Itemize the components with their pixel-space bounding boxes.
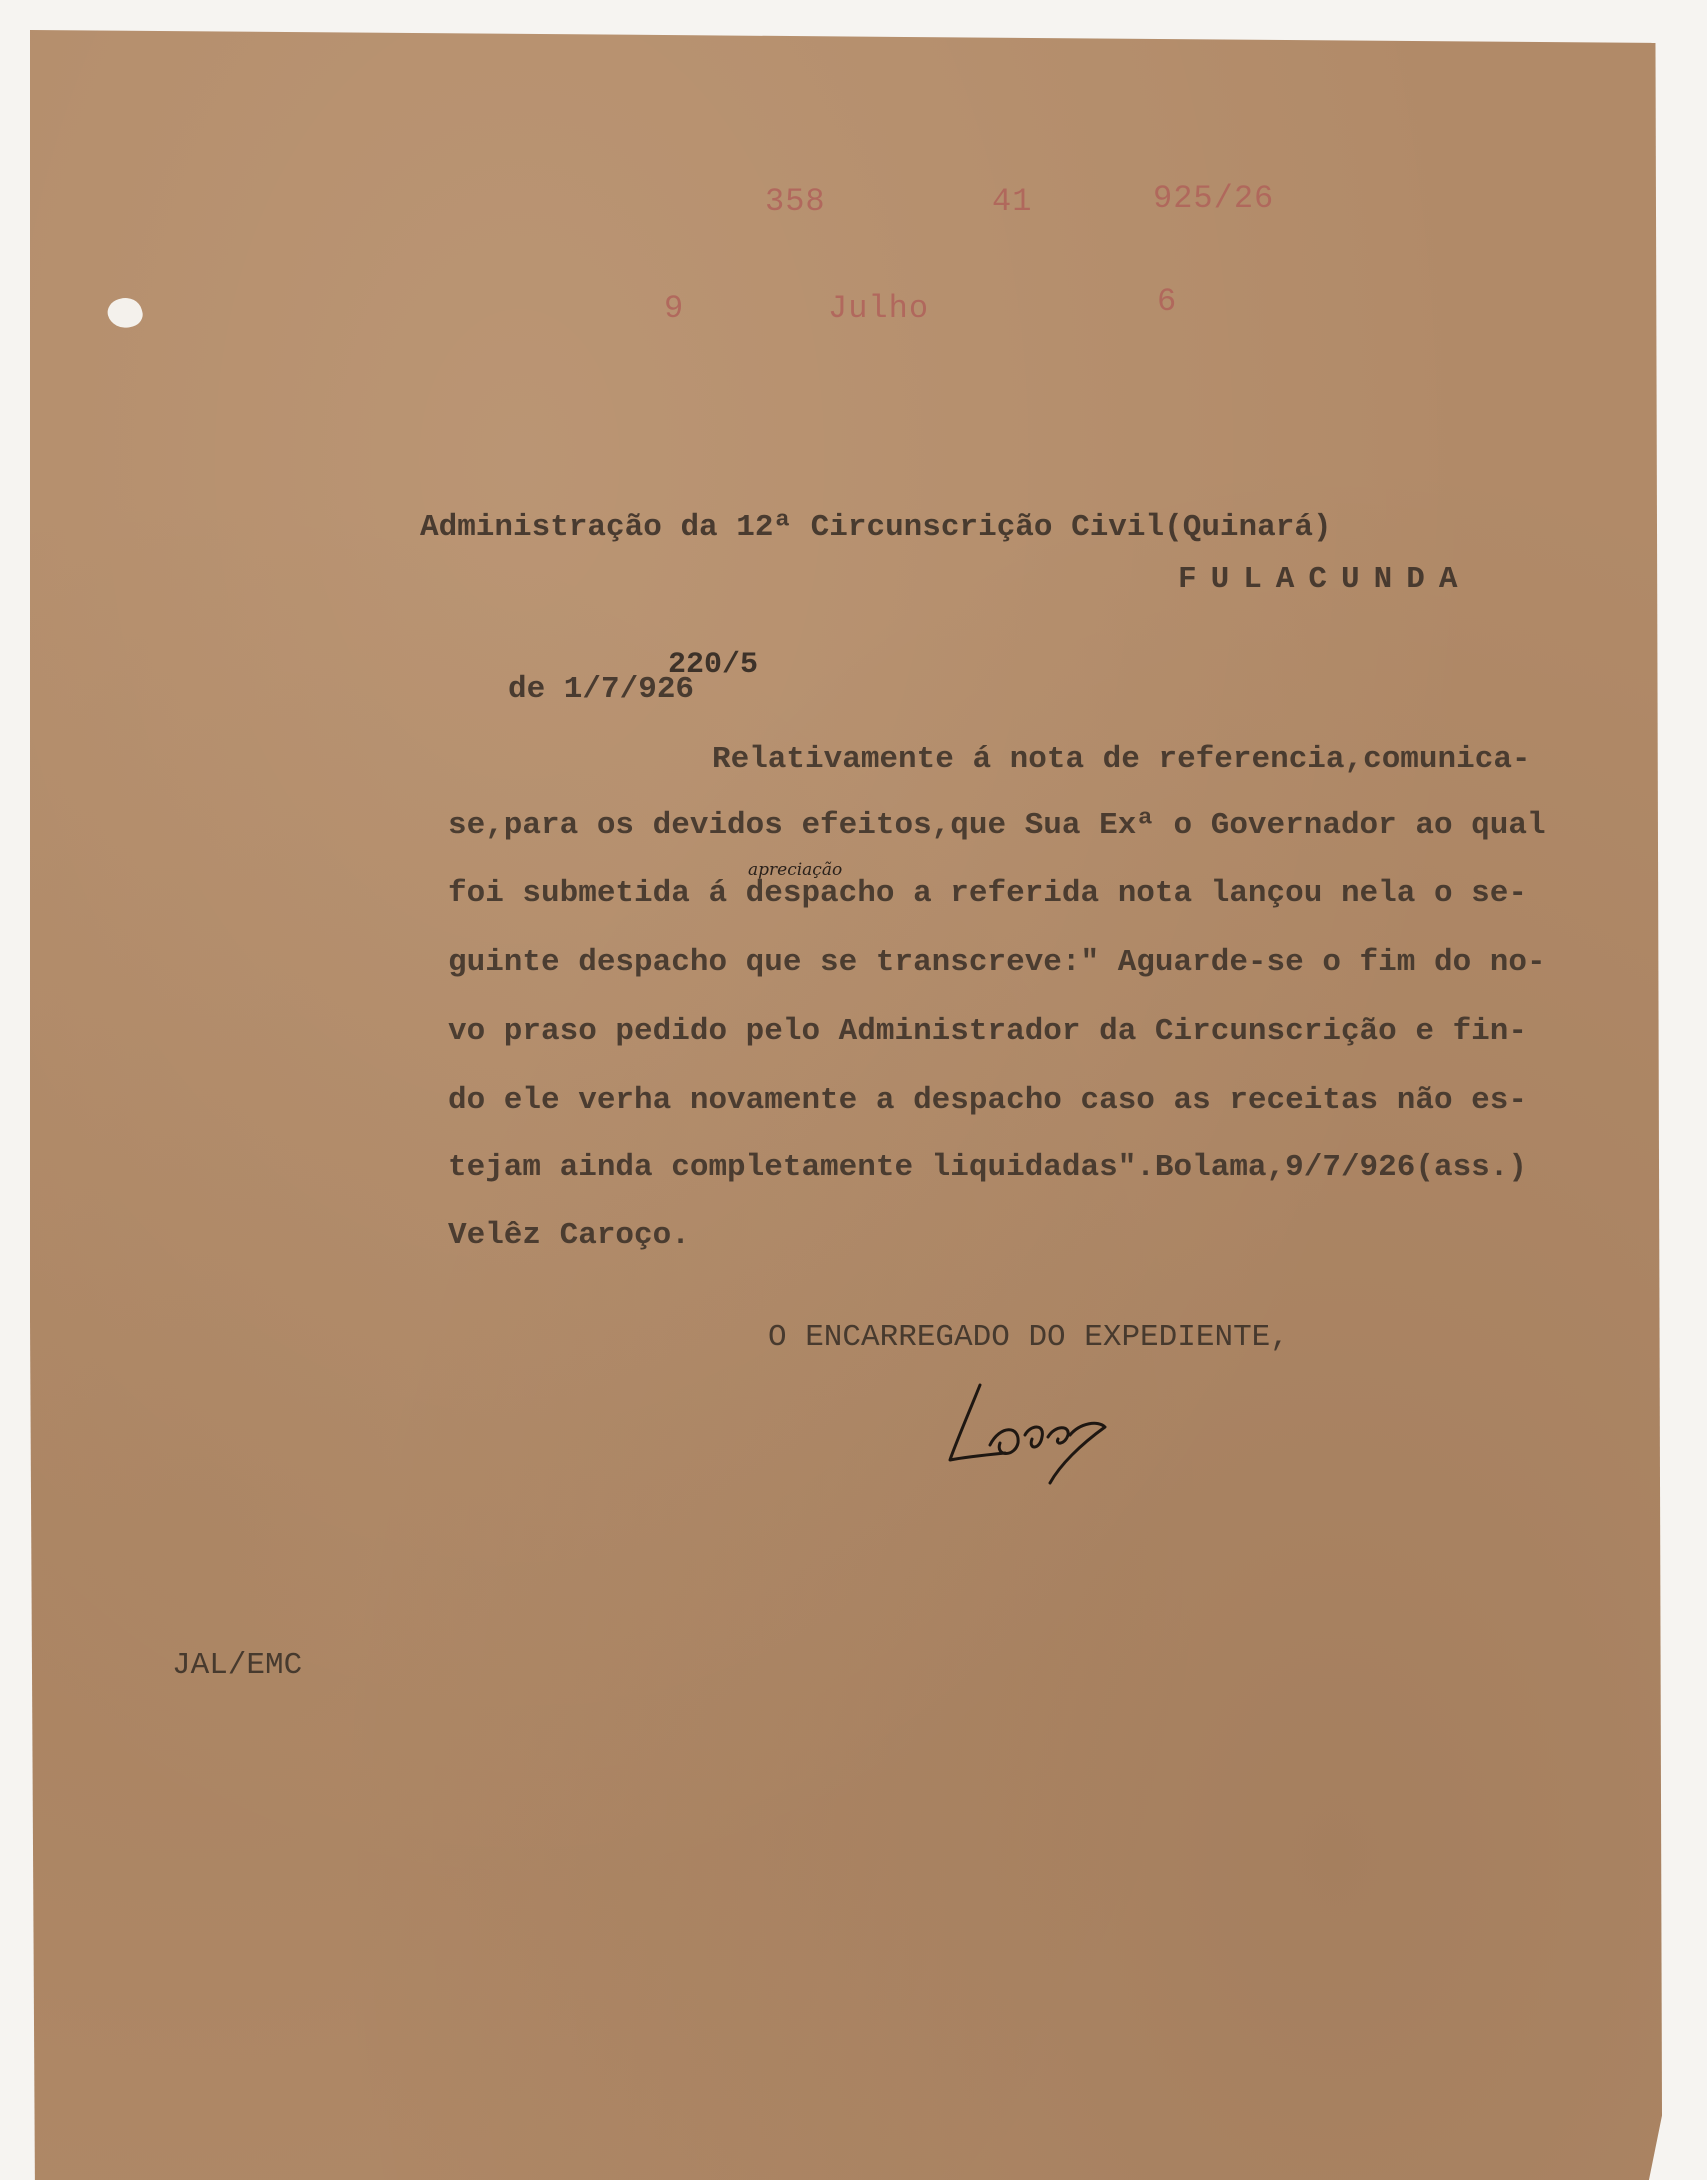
- signature: [930, 1365, 1120, 1495]
- header-administration: Administração da 12ª Circunscrição Civil(Quinará): [420, 510, 1332, 545]
- body-line-4: guinte despacho que se transcreve:" Aguarde-se o fim do no-: [448, 945, 1546, 980]
- body-line-5: vo praso pedido pelo Administrador da Circunscrição e fin-: [448, 1014, 1527, 1049]
- stamp-number-2: 41: [992, 183, 1033, 220]
- closing-title: O ENCARREGADO DO EXPEDIENTE,: [768, 1320, 1289, 1355]
- body-line-7: tejam ainda completamente liquidadas".Bolama,9/7/926(ass.): [448, 1150, 1527, 1185]
- body-line-6: do ele verha novamente a despacho caso as receitas não es-: [448, 1083, 1527, 1118]
- body-line-1: Relativamente á nota de referencia,comunica-: [712, 742, 1531, 777]
- body-line-8: Velêz Caroço.: [448, 1218, 690, 1253]
- body-line-3: foi submetida á despacho a referida nota lançou nela o se-: [448, 876, 1527, 911]
- reference-date: de 1/7/926: [508, 672, 695, 707]
- stamp-number-3: 925/26: [1153, 180, 1275, 217]
- stamp-month: Julho: [828, 290, 930, 327]
- stamp-number-1: 358: [765, 183, 826, 220]
- stamp-year-digit: 6: [1157, 283, 1178, 320]
- body-line-2: se,para os devidos efeitos,que Sua Exª o Governador ao qual: [448, 808, 1546, 843]
- handwritten-correction: apreciação: [748, 860, 843, 880]
- header-location: FULACUNDA: [1178, 562, 1472, 597]
- typist-initials: JAL/EMC: [172, 1648, 303, 1683]
- stamp-day: 9: [664, 290, 685, 327]
- reference-number: 220/5: [668, 648, 759, 682]
